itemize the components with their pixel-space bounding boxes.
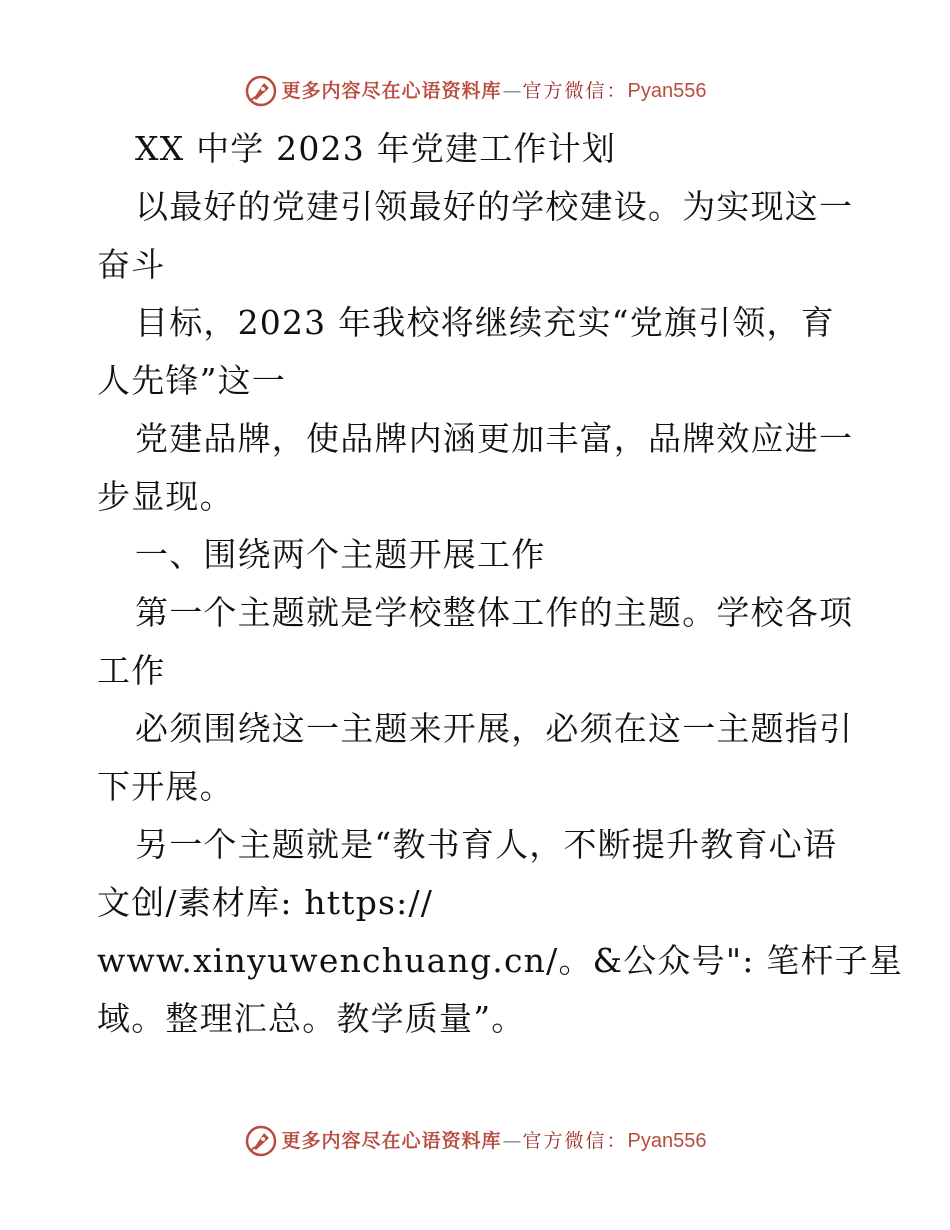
header-wechat-id: Pyan556 [627, 80, 707, 102]
paragraph-line: 步显现。 [97, 477, 234, 516]
pen-nib-logo-icon [244, 74, 278, 108]
header-separator: — [502, 79, 522, 102]
header-subtitle: 官方微信： [522, 79, 628, 102]
paragraph-line: 目标，2023 年我校将继续充实“党旗引领，育 [135, 303, 835, 342]
paragraph-line: 域。整理汇总。教学质量”。 [97, 999, 526, 1038]
paragraph-line: 另一个主题就是“教书育人，不断提升教育心语 [135, 825, 838, 864]
page-footer [0, 1121, 950, 1161]
header-brand-text: 更多内容尽在心语资料库 [281, 79, 502, 102]
paragraph-line: 党建品牌，使品牌内涵更加丰富，品牌效应进一 [135, 419, 854, 458]
section-heading: 一、围绕两个主题开展工作 [135, 535, 546, 574]
footer-subtitle: 官方微信： [522, 1129, 628, 1152]
page-header [0, 71, 950, 111]
paragraph-line: 下开展。 [97, 767, 234, 806]
paragraph-line: 必须围绕这一主题来开展，必须在这一主题指引 [135, 709, 854, 748]
paragraph-line: 工作 [97, 651, 166, 690]
footer-separator: — [502, 1129, 522, 1152]
document-body [97, 120, 904, 1048]
paragraph-line: 奋斗 [97, 245, 166, 284]
paragraph-line: 文创/素材库: https:// [97, 883, 434, 922]
footer-wechat-id: Pyan556 [627, 1130, 707, 1152]
pen-nib-logo-icon [244, 1124, 278, 1158]
paragraph-line: 人先锋”这一 [97, 361, 287, 400]
footer-brand-text: 更多内容尽在心语资料库 [281, 1129, 502, 1152]
paragraph-line: 以最好的党建引领最好的学校建设。为实现这一 [135, 187, 854, 226]
header-brand [244, 74, 707, 108]
footer-brand [244, 1124, 707, 1158]
paragraph-line: www.xinyuwenchuang.cn/。&公众号": 笔杆子星 [97, 941, 904, 980]
paragraph-line: 第一个主题就是学校整体工作的主题。学校各项 [135, 593, 854, 632]
document-title: XX 中学 2023 年党建工作计划 [135, 129, 617, 168]
